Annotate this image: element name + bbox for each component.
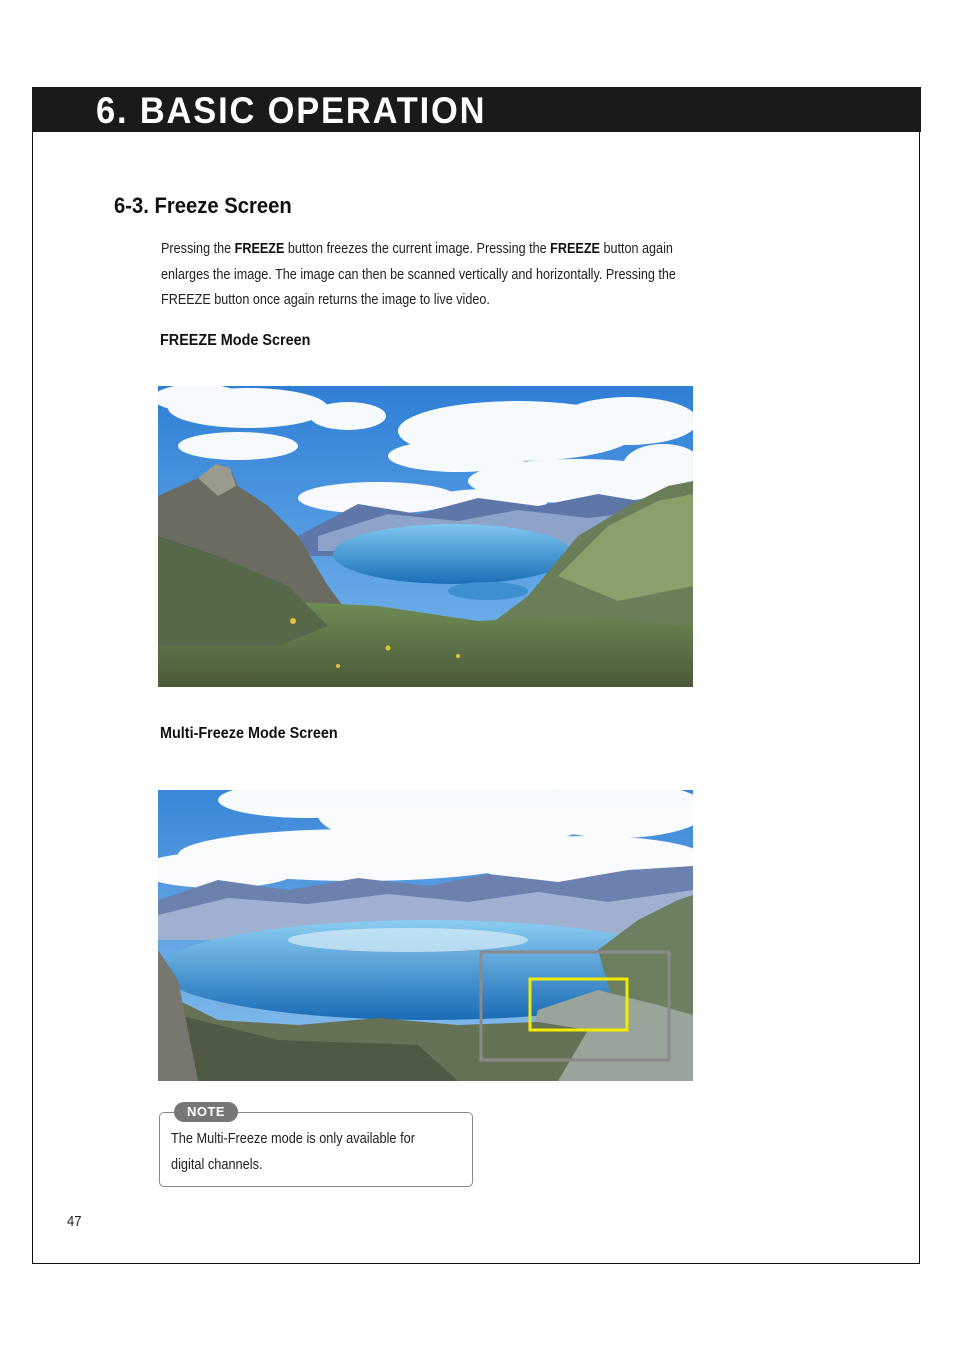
multi-freeze-mode-caption: Multi-Freeze Mode Screen	[160, 725, 338, 742]
intro-line-1: Pressing the FREEZE button freezes the current image. Pressing the FREEZE button again	[161, 241, 673, 257]
chapter-title: 6. BASIC OPERATION	[96, 90, 487, 131]
intro-line-2: enlarges the image. The image can then be scanned vertically and horizontally. Pressing the	[161, 266, 676, 283]
note-badge: NOTE	[174, 1102, 238, 1122]
note-text	[171, 1127, 453, 1178]
note-line-1: The Multi-Freeze mode is only available for	[171, 1131, 415, 1147]
section-title: 6-3. Freeze Screen	[114, 193, 292, 218]
intro-line-3: FREEZE button once again returns the image to live video.	[161, 292, 490, 308]
note-line-2: digital channels.	[171, 1156, 263, 1173]
freeze-mode-screen-image	[158, 386, 693, 687]
intro-paragraph	[161, 237, 718, 314]
page-number: 47	[67, 1214, 82, 1230]
freeze-mode-caption: FREEZE Mode Screen	[160, 332, 311, 349]
multi-freeze-mode-screen-image	[158, 790, 693, 1081]
freeze-keyword: FREEZE	[234, 241, 285, 257]
freeze-keyword: FREEZE	[550, 241, 600, 257]
